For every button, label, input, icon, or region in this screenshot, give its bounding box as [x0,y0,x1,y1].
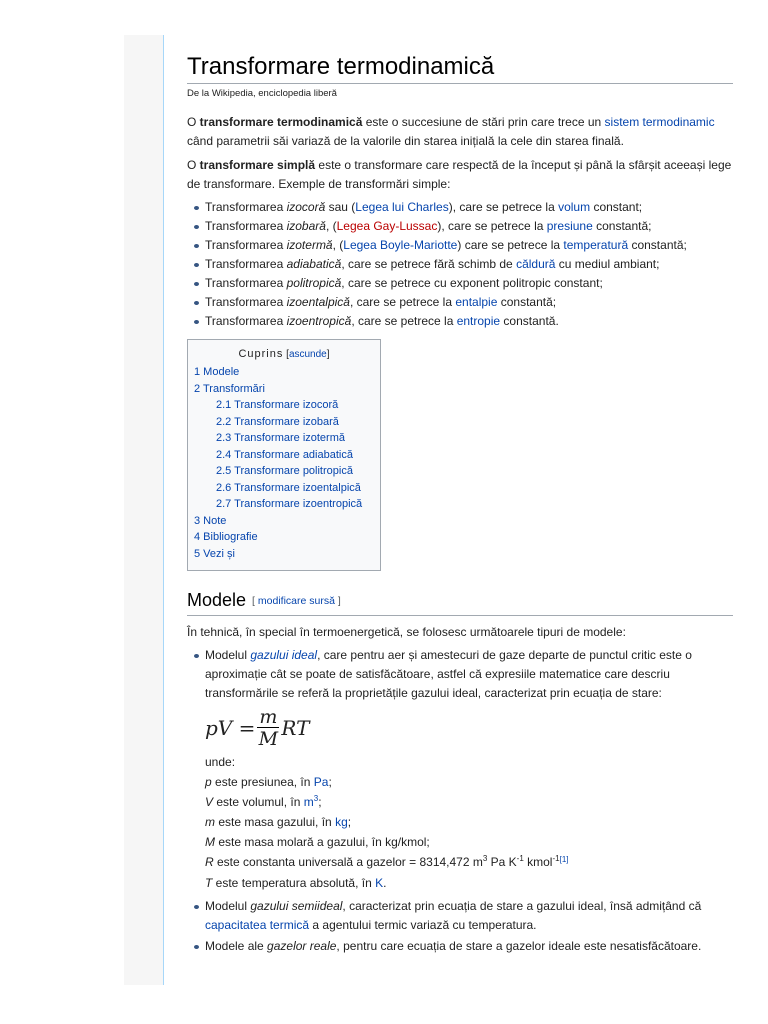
text: constantă; [628,238,687,252]
text: ; [347,815,352,829]
reference-number: [1] [559,855,569,864]
reference-link-1[interactable] [559,855,569,868]
text: Modelul [205,648,251,662]
intro-paragraph-2 [187,156,733,194]
text: Pa K [487,855,517,869]
superscript: 3 [482,854,488,863]
symbol: R [205,855,214,869]
text: este o succesiune de stări prin care trece un [362,115,605,129]
edit-section [252,595,341,607]
edit-source-link[interactable]: modificare sursă [257,595,335,607]
toc-link[interactable]: 2.2 Transformare izobară [216,415,339,428]
toc-link[interactable]: 2.6 Transformare izoentalpică [216,481,361,494]
formula-rhs: RT [281,715,310,740]
text: a agentului termic variază cu temperatura. [309,918,537,932]
text: Transformarea [205,314,287,328]
emphasis: izobară [286,219,326,233]
text: Transformarea [205,219,287,233]
toc-link[interactable]: 2.7 Transformare izoentropică [216,498,363,510]
var-p [205,772,733,792]
page-title: Transformare termodinamică [187,52,733,84]
text: Modele ale [205,939,268,953]
site-tagline: De la Wikipedia, enciclopedia liberă [187,88,337,99]
text: , ( [332,238,344,252]
text: Transformarea [205,200,287,214]
list-item [205,217,733,236]
list-item-model-real [205,937,733,956]
formula-lhs: pV = [205,715,256,740]
text: , pentru care ecuația de stare a gazelor ideale este nesatisfăcătoare. [336,939,702,953]
text: , care se petrece la [349,295,456,309]
text: ) care se petrece la [457,238,564,252]
link-kg[interactable]: kg [335,815,348,829]
toc-items [194,364,380,562]
symbol: m [205,815,215,829]
link-gazului-ideal[interactable] [250,648,317,662]
toc-link[interactable]: 2 Transformări [194,382,265,395]
example-link[interactable]: entropie [456,314,501,328]
emphasis: adiabatică [286,257,342,271]
fraction-denominator: M [258,727,279,750]
toc-entry [194,513,380,530]
text: este masa molară a gazului, în kg/kmol; [215,835,430,849]
examples-list [187,198,733,331]
unit: m [303,795,314,809]
text: , care se petrece la [351,314,457,328]
emphasis: gazului semiideal [250,899,343,913]
text: Transformarea [205,238,287,252]
text: , ( [325,219,337,233]
bold-term: transformare termodinamică [199,115,363,129]
toc-entry [194,414,380,431]
text: O [187,158,200,172]
bracket: ] [334,595,341,607]
text: kmol [523,855,553,869]
toc-title [194,345,374,364]
var-v [205,792,733,812]
list-item [205,236,733,255]
text: sau ( [325,200,356,214]
example-link[interactable]: căldură [516,257,556,271]
article-content [187,52,733,956]
models-list [187,646,733,956]
toc-link[interactable]: 2.5 Transformare politropică [216,465,353,477]
toc-link[interactable]: 2.4 Transformare adiabatică [216,448,353,461]
toc-link[interactable]: 4 Bibliografie [194,531,258,543]
emphasis: politropică [286,276,342,290]
bold-term: transformare simplă [199,158,316,172]
toc-entry [194,364,380,381]
modele-intro: În tehnică, în special în termoenergetică, se folosesc următoarele tipuri de modele: [187,625,626,639]
toc-entry [194,381,380,398]
list-item [205,293,733,312]
example-link[interactable]: Legea lui Charles [355,200,449,214]
example-link[interactable]: Legea Gay-Lussac [336,219,438,233]
text: constant; [590,200,643,214]
formula-fraction [257,707,279,750]
toc-title-text: Cuprins [238,348,284,360]
toc-link[interactable]: 1 Modele [194,366,240,378]
symbol: p [205,775,212,789]
list-item [205,198,733,217]
text: este o transformare care respectă de la început și până la sfârșit aceeași lege de transformare. Exemple de transformări simple: [187,158,732,191]
superscript: -1 [516,854,524,863]
var-t [205,873,733,893]
text: , care pentru aer și amestecuri de gaze departe de punctul critic este o aproximație cât se poate de satisfăcătoare, astfel că expresiile matematice care descriu transformările se referă la proprietățile gazului ideal, caracterizat prin ecuația de stare: [205,648,692,700]
bracket: ] [326,349,330,360]
example-link[interactable]: presiune [546,219,593,233]
fraction-numerator: m [259,705,278,728]
heading-text: Modele [187,590,247,610]
toc-link[interactable]: 2.1 Transformare izocoră [216,399,339,411]
list-item [205,255,733,274]
text: , caracterizat prin ecuația de stare a gazului ideal, însă admițând că [342,899,702,913]
toc-link[interactable]: 5 Vezi și [194,547,235,560]
symbol: T [205,876,213,890]
example-link[interactable]: entalpie [455,295,498,309]
emphasis: izotermă [286,238,333,252]
var-molar-mass [205,832,733,852]
text: Transformarea [205,257,287,271]
toc-entry [194,480,380,497]
text: Transformarea [205,295,287,309]
toc-link[interactable]: 3 Note [194,514,227,527]
text: constantă. [500,314,559,328]
text: este temperatura absolută, în [212,876,376,890]
list-item [205,312,733,331]
link-text: gazului ideal [250,648,318,662]
bracket: [ [283,349,289,360]
toc-entry [194,546,380,563]
superscript: 3 [313,794,319,803]
toc-link[interactable]: 2.3 Transformare izotermă [216,432,345,444]
example-link[interactable]: volum [558,200,591,214]
text: ), care se petrece la [448,200,559,214]
toc-entry [194,397,380,414]
text: când parametrii săi variază de la valorile din starea inițială la cele din starea finală. [187,134,624,148]
emphasis: izoentalpică [286,295,350,309]
text: , care se petrece fără schimb de [341,257,517,271]
text: Modelul [205,899,251,913]
toc-entry [194,496,380,513]
toc-entry [194,529,380,546]
toc-entry [194,430,380,447]
var-m [205,812,733,832]
intro-paragraph-1 [187,113,733,151]
symbol: V [205,795,214,809]
text: , care se petrece cu exponent politropic constant; [341,276,603,290]
link-capacitatea-termica[interactable]: capacitatea termică [205,918,310,932]
bracket: [ [252,595,258,607]
symbol: M [205,835,215,849]
text: este volumul, în [213,795,304,809]
superscript: -1 [552,854,560,863]
toc-entry [194,447,380,464]
text: ; [318,795,322,809]
text: O [187,115,200,129]
unde-label: unde: [205,755,236,769]
text: constantă; [592,219,652,233]
text: este presiunea, în [211,775,314,789]
text: cu mediul ambiant; [555,257,660,271]
emphasis: izoentropică [286,314,352,328]
link-sistem-termodinamic[interactable]: sistem termodinamic [604,115,715,129]
emphasis: gazelor reale [267,939,337,953]
link-pa[interactable]: Pa [313,775,329,789]
table-of-contents [187,339,381,571]
text: constantă; [497,295,557,309]
section-heading-modele [187,589,733,616]
list-item-model-ideal [205,646,733,893]
text: Transformarea [205,276,287,290]
list-item [205,274,733,293]
link-m3[interactable] [304,795,318,809]
var-r [205,852,733,873]
text: este constanta universală a gazelor = 8314,472 m [213,855,483,869]
toc-hide-link[interactable]: ascunde [288,349,327,360]
example-link[interactable]: Legea Boyle-Mariotte [343,238,458,252]
link-k[interactable]: K [375,876,384,890]
ideal-gas-formula [205,706,733,750]
left-sidebar-panel [124,35,164,985]
list-item-model-semiideal [205,897,733,935]
toc-entry [194,463,380,480]
example-link[interactable]: temperatură [563,238,629,252]
text: ; [328,775,332,789]
text: este masa gazului, în [215,815,336,829]
emphasis: izocoră [286,200,326,214]
text: ), care se petrece la [437,219,547,233]
text: . [383,876,387,890]
